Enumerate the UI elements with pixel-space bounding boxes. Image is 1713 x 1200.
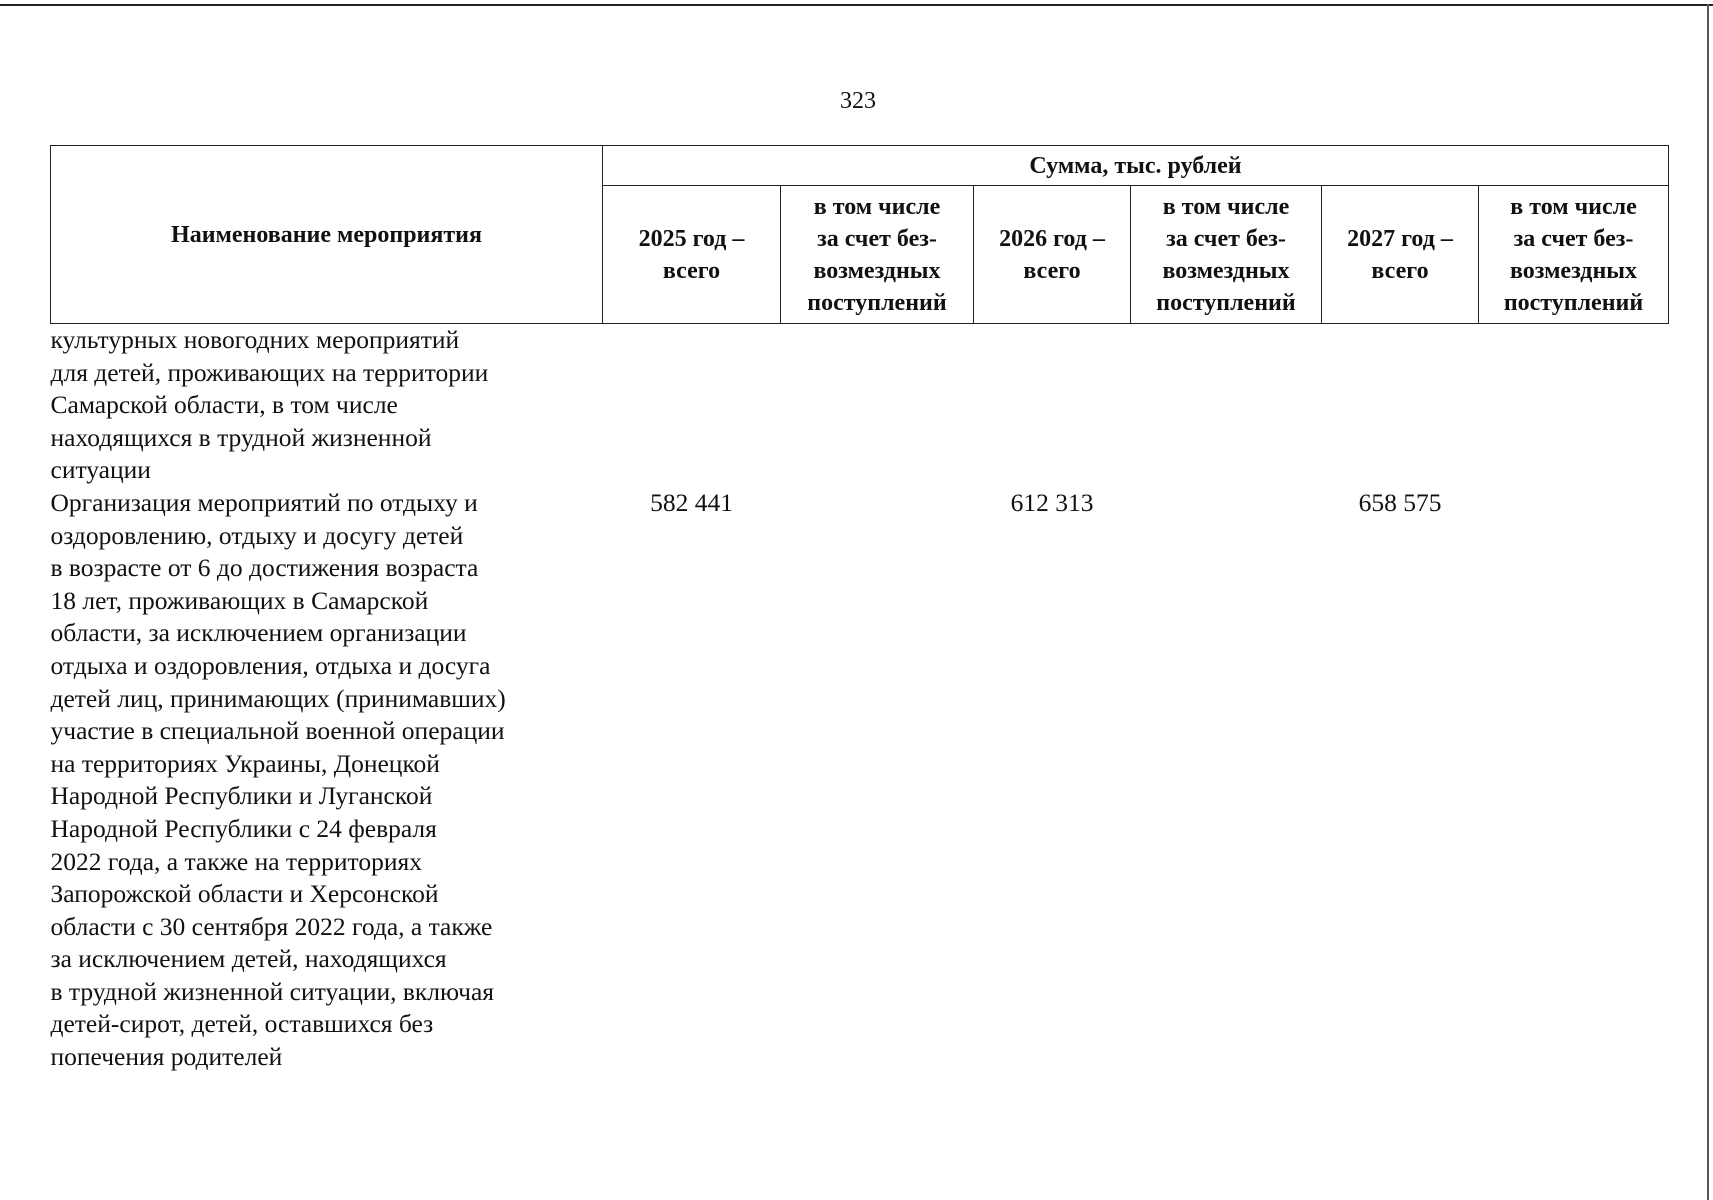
table-row (51, 324, 1669, 487)
header-2025-grants: в том числе за счет без- возмездных поступлений (781, 186, 974, 324)
header-2027-grants: в том числе за счет без- возмездных поступлений (1479, 186, 1669, 324)
header-2025-total: 2025 год – всего (603, 186, 781, 324)
value-2025-total: 582 441 (650, 487, 733, 517)
value-2025-total (603, 324, 781, 487)
header-2027-total: 2027 год – всего (1322, 186, 1479, 324)
row-name-cell: Организация мероприятий по отдыху и оздоровлению, отдыху и досугу детей в возрасте от 6 до достижения возраста 18 лет, проживающих в Самарской области, за исключением организации отдыха и оздоровления, отдыха и досуга детей лиц, принимающих (принимавших) участие в специальной военной операции на территориях Украины, Донецкой Народной Республики и Луганской Народной Республики с 24 февраля 2022 года, а также на территориях Запорожской области и Херсонской области с 30 сентября 2022 года, а также за исключением детей, находящихся в трудной жизненной ситуации, включая детей-сирот, детей, оставшихся без попечения родителей (50, 487, 506, 1072)
value-2025-grants (781, 324, 974, 487)
table-row (51, 487, 1669, 1074)
header-sum-group: Сумма, тыс. рублей (603, 146, 1669, 186)
row-name-cell: культурных новогодних мероприятий для детей, проживающих на территории Самарской области, в том числе находящихся в трудной жизненной ситуации (50, 325, 489, 485)
value-2025-grants (781, 487, 974, 1074)
header-2026-grants: в том числе за счет без- возмездных поступлений (1131, 186, 1322, 324)
budget-table (50, 145, 1669, 1074)
value-2026-total: 612 313 (1010, 487, 1094, 517)
value-2027-total (1322, 324, 1479, 487)
top-border-line (0, 4, 1713, 6)
header-2026-total: 2026 год – всего (974, 186, 1131, 324)
value-2027-grants (1479, 324, 1669, 487)
table-header (51, 146, 1669, 324)
header-name-column: Наименование мероприятия (51, 146, 603, 324)
page-number: 323 (840, 88, 876, 114)
value-2027-total: 658 575 (1358, 487, 1442, 517)
right-border-line (1707, 4, 1709, 1200)
value-2026-grants (1131, 487, 1322, 1074)
value-2026-grants (1131, 324, 1322, 487)
value-2027-grants (1479, 487, 1669, 1074)
value-2026-total (974, 324, 1131, 487)
